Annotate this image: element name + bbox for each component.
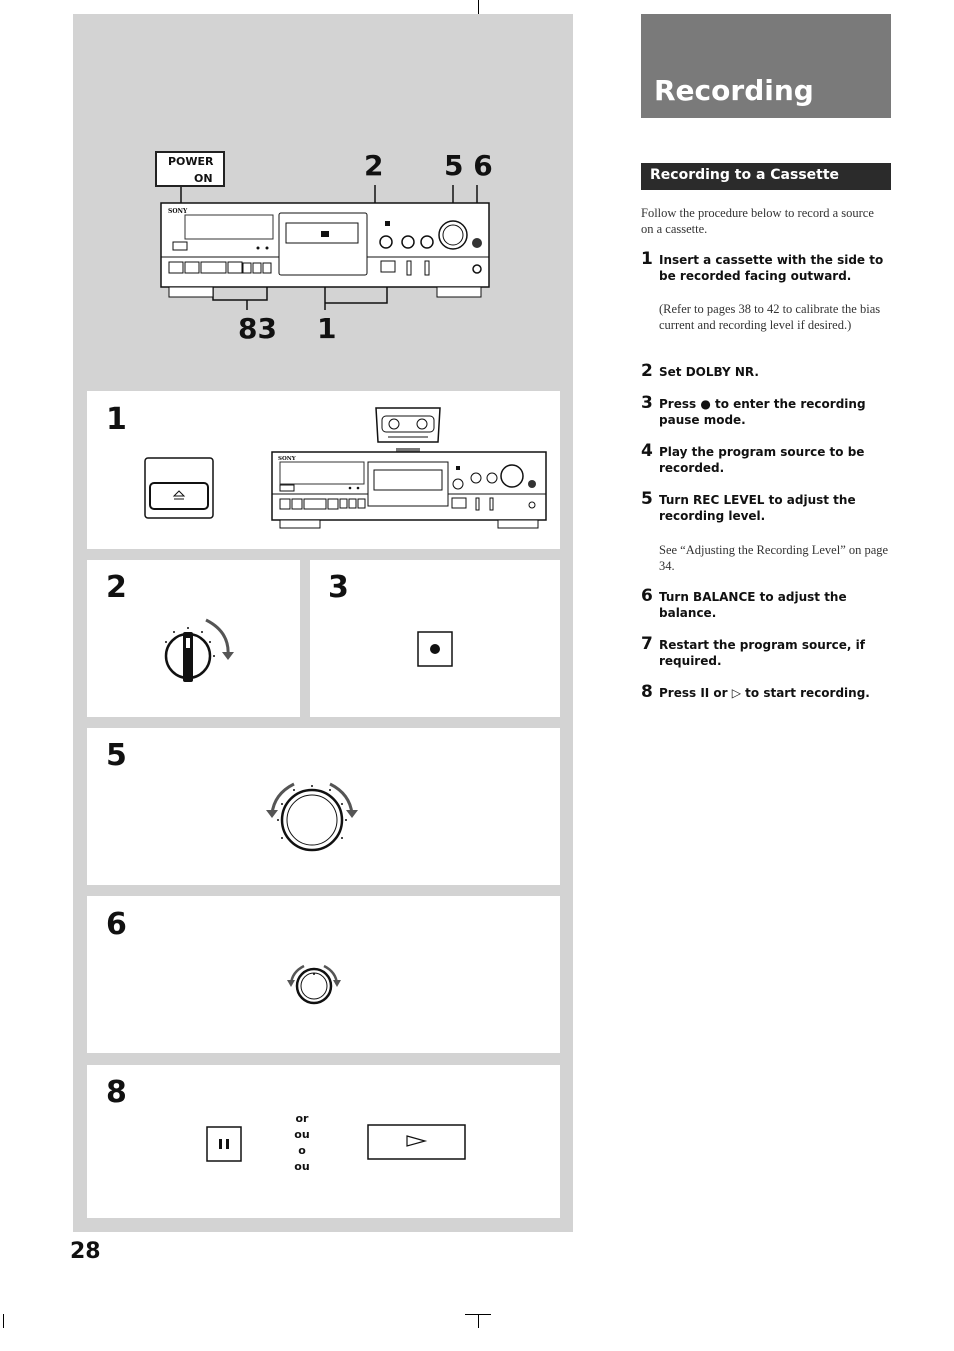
power-label: POWER <box>168 155 214 168</box>
instruction-text: Press II or ▷ to start recording. <box>659 686 870 700</box>
instruction-number: 4 <box>641 441 653 461</box>
instruction-text: Insert a cassette with the side to be recorded facing outward. <box>659 253 884 283</box>
power-label-box <box>155 151 225 187</box>
step-panel-number: 1 <box>106 402 127 437</box>
cassette-deck-diagram <box>155 185 500 310</box>
callout-5-6: 5 6 <box>444 149 493 182</box>
cassette-icon <box>376 408 440 442</box>
dolby-nr-knob-illustration <box>160 612 240 688</box>
balance-knob-illustration <box>286 962 342 1008</box>
page-title: Recording <box>654 74 814 107</box>
callout-1: 1 <box>317 312 337 345</box>
instruction-number: 3 <box>641 393 653 413</box>
instruction-text: Turn REC LEVEL to adjust the recording level. <box>659 493 856 523</box>
step-panel-number: 6 <box>106 907 127 942</box>
svg-text:SONY: SONY <box>278 456 296 462</box>
callout-2: 2 <box>364 149 384 182</box>
eject-button-illustration <box>143 456 215 520</box>
intro-text: Follow the procedure below to record a source on a cassette. <box>641 206 874 236</box>
instruction-text: Turn BALANCE to adjust the balance. <box>659 590 847 620</box>
crop-mark <box>465 1314 491 1315</box>
step-panel-8 <box>87 1065 560 1218</box>
crop-mark <box>478 1314 479 1328</box>
or-line: or <box>295 1112 309 1125</box>
power-on-label: ON <box>194 172 213 185</box>
instruction-text: Restart the program source, if required. <box>659 638 865 668</box>
instruction-number: 6 <box>641 586 653 606</box>
pause-button-illustration <box>206 1126 242 1162</box>
step-panel-number: 5 <box>106 738 127 773</box>
instruction-number: 5 <box>641 489 653 509</box>
callout-8-3: 83 <box>238 312 277 345</box>
instruction-note: See “Adjusting the Recording Level” on page 34. <box>659 543 889 573</box>
instruction-number: 2 <box>641 361 653 381</box>
or-line: ou <box>294 1160 310 1173</box>
step-panel-number: 8 <box>106 1075 127 1110</box>
play-button-illustration <box>367 1124 467 1162</box>
crop-mark <box>478 0 479 14</box>
or-line: ou <box>294 1128 310 1141</box>
rec-level-knob-illustration <box>264 776 360 856</box>
subsection-title: Recording to a Cassette <box>650 167 840 183</box>
or-label <box>290 1111 314 1175</box>
step-panel-number: 2 <box>106 570 127 605</box>
instruction-number: 7 <box>641 634 653 654</box>
instruction-text: Press ● to enter the recording pause mode. <box>659 397 866 427</box>
instruction-text: Play the program source to be recorded. <box>659 445 865 475</box>
step-panel-number: 3 <box>328 570 349 605</box>
svg-text:SONY: SONY <box>168 208 188 215</box>
instruction-text: Set DOLBY NR. <box>659 365 759 379</box>
record-button-illustration <box>417 631 453 667</box>
instruction-note: (Refer to pages 38 to 42 to calibrate the bias current and recording level if desired.) <box>659 302 881 332</box>
deck-insert-cassette-illustration <box>268 404 550 534</box>
or-line: o <box>298 1144 306 1157</box>
instruction-number: 8 <box>641 682 653 702</box>
page-number: 28 <box>70 1239 101 1264</box>
crop-mark <box>3 1314 4 1328</box>
instruction-number: 1 <box>641 249 653 269</box>
